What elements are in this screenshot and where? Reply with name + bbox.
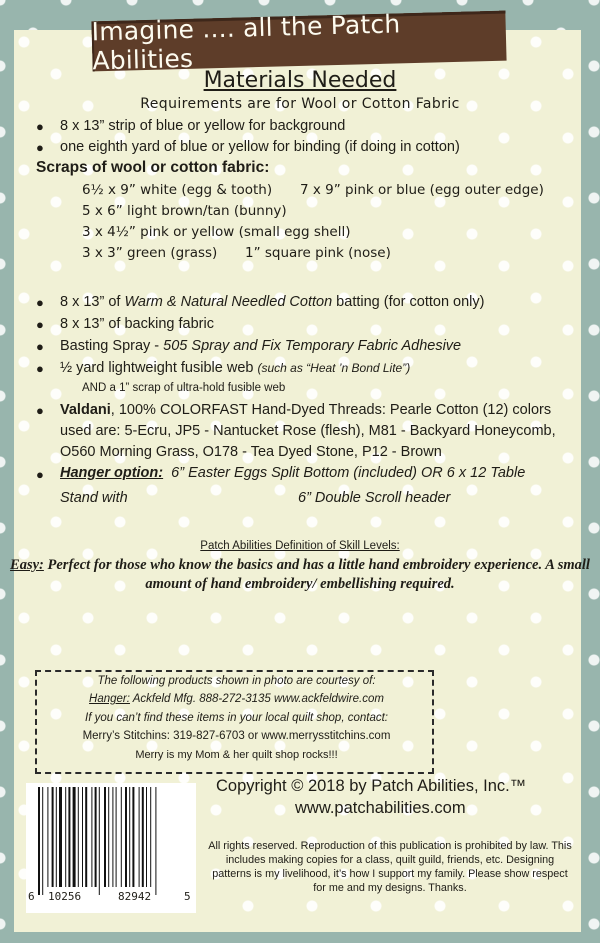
stand-left: Stand with (60, 490, 128, 506)
skill-heading: Patch Abilities Definition of Skill Levels: (200, 540, 400, 552)
scrap-item: 6½ x 9” white (egg & tooth) (82, 182, 273, 198)
materials-title: Materials Needed (203, 68, 397, 93)
stand-right: 6” Double Scroll header (298, 490, 451, 506)
bullet-icon: ● (36, 317, 44, 332)
barcode-digits-right: 82942 (118, 890, 152, 903)
list-item-web: ½ yard lightweight fusible web (such as “Heat ’n Bond Lite”) (60, 360, 411, 376)
courtesy-mom: Merry is my Mom & her quilt shop rocks!!! (135, 749, 338, 761)
barcode-digit-last: 5 (184, 890, 191, 903)
bullet-icon: ● (36, 295, 44, 310)
list-item-spray: Basting Spray - 505 Spray and Fix Temporary Fabric Adhesive (60, 338, 462, 354)
bullet-icon: ● (36, 361, 44, 376)
valdani-line: O560 Morning Grass, O178 - Tea Dyed Stone, P12 - Brown (60, 444, 442, 460)
scraps-heading: Scraps of wool or cotton fabric: (36, 159, 270, 176)
title-banner (91, 9, 506, 76)
bullet-icon: ● (36, 339, 44, 354)
list-item-hanger: Hanger option: 6” Easter Eggs Split Bottom (included) OR 6 x 12 Table (60, 465, 526, 481)
list-item: 8 x 13” strip of blue or yellow for background (60, 118, 346, 134)
skill-description: Easy: Perfect for those who know the basics and has a little hand embroidery experience. A small amount of hand embroidery/ embellishing required. (10, 557, 590, 592)
rights-notice: All rights reserved. Reproduction of this publication is prohibited by law. This includes making copies for a class, quilt guild, friends, etc. Designing patterns is my livelihood, it’s how I support my family. Please show respect for me and my designs. Thanks. (208, 840, 572, 894)
scrap-item: 3 x 4½” pink or yellow (small egg shell) (82, 224, 351, 240)
valdani-line: used are: 5-Ecru, JP5 - Nantucket Rose (flesh), M81 - Backyard Honeycomb, (60, 423, 556, 439)
courtesy-hanger: Hanger: Ackfeld Mfg. 888-272-3135 www.ackfeldwire.com (89, 693, 384, 705)
bullet-icon: ● (36, 140, 44, 155)
bullet-icon: ● (36, 119, 44, 134)
bullet-icon: ● (36, 467, 44, 482)
banner-text: Imagine .... all the Patch Abilities (91, 9, 401, 76)
list-item-batting: 8 x 13” of Warm & Natural Needled Cotton batting (for cotton only) (60, 294, 485, 310)
list-item-backing: 8 x 13” of backing fabric (60, 316, 214, 332)
courtesy-merry: Merry’s Stitchins: 319-827-6703 or www.merrysstitchins.com (82, 730, 391, 742)
barcode-digits-left: 10256 (48, 890, 82, 903)
materials-subtitle: Requirements are for Wool or Cotton Fabric (140, 96, 460, 112)
web-and-note: AND a 1” scrap of ultra-hold fusible web (82, 382, 286, 394)
courtesy-find: If you can’t find these items in your local quilt shop, contact: (85, 712, 388, 724)
website-link[interactable]: www.patchabilities.com (295, 799, 466, 817)
courtesy-box (35, 670, 434, 774)
courtesy-intro: The following products shown in photo are courtesy of: (97, 675, 376, 687)
list-item-valdani: Valdani, 100% COLORFAST Hand-Dyed Threads: Pearle Cotton (12) colors (60, 402, 552, 418)
bullet-icon: ● (36, 403, 44, 418)
list-item: one eighth yard of blue or yellow for binding (if doing in cotton) (60, 139, 460, 155)
scrap-item: 1” square pink (nose) (245, 245, 391, 261)
barcode-digit-first: 6 (28, 890, 35, 903)
scrap-item: 5 x 6” light brown/tan (bunny) (82, 203, 287, 219)
barcode (26, 783, 196, 913)
scrap-item: 3 x 3” green (grass) (82, 245, 218, 261)
scrap-item: 7 x 9” pink or blue (egg outer edge) (300, 182, 544, 198)
copyright-text: Copyright © 2018 by Patch Abilities, Inc.™ (216, 777, 527, 795)
